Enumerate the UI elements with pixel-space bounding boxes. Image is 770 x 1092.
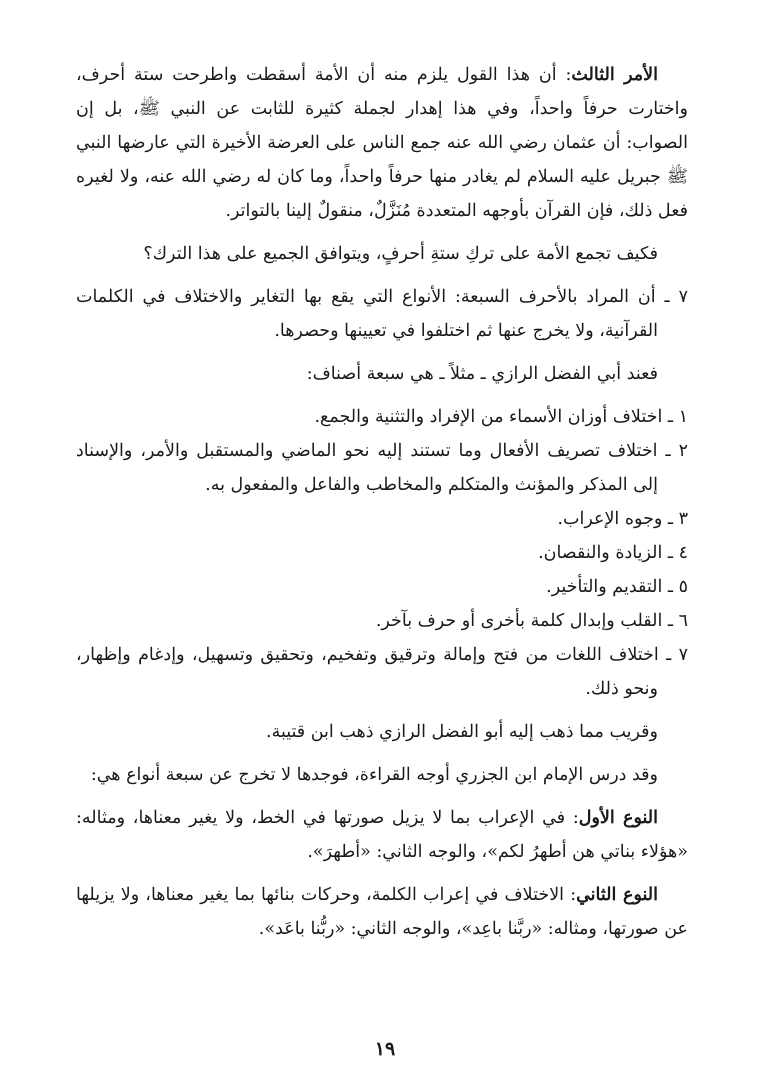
type-item-6: ٦ ـ القلب وإبدال كلمة بأخرى أو حرف بآخر. [375, 611, 688, 631]
paragraph-question: فكيف تجمع الأمة على تركِ ستةِ أحرفٍ، ويتوافق الجميع على هذا الترك؟ [143, 244, 658, 264]
item-seven-meaning: ٧ ـ أن المراد بالأحرف السبعة: الأنواع التي يقع بها التغاير والاختلاف في الكلمات القرآنية، ولا يخرج عنها ثم اختلفوا في تعيينها وحصرها. [76, 287, 688, 341]
page-number: ١٩ [374, 1038, 396, 1060]
paragraph-type-two [76, 878, 688, 946]
type-one-text: : في الإعراب بما لا يزيل صورتها في الخط، ولا يغير معناها، ومثاله: «هؤلاء بناتي هن أطهرُ لكم»، والوجه الثاني: «أطهرَ». [76, 808, 688, 862]
type-item-1: ١ ـ اختلاف أوزان الأسماء من الإفراد والتثنية والجمع. [314, 407, 688, 427]
type-item-3: ٣ ـ وجوه الإعراب. [557, 509, 688, 529]
type-two-text: : الاختلاف في إعراب الكلمة، وحركات بنائها بما يغير معناها، ولا يزيلها عن صورتها، ومثاله: «ربَّنا باعِد»، والوجه الثاني: «ربُّنا باعَد». [76, 885, 688, 939]
paragraph-ibn-jazari: وقد درس الإمام ابن الجزري أوجه القراءة، فوجدها لا تخرج عن سبعة أنواع هي: [90, 765, 658, 785]
type-item-4: ٤ ـ الزيادة والنقصان. [538, 543, 688, 563]
third-matter-label: الأمر الثالث [571, 65, 658, 85]
type-two-label: النوع الثاني [576, 885, 658, 905]
paragraph-ibn-qutaiba: وقريب مما ذهب إليه أبو الفضل الرازي ذهب ابن قتيبة. [266, 722, 658, 742]
type-item-5: ٥ ـ التقديم والتأخير. [546, 577, 688, 597]
paragraph-third-matter [76, 58, 688, 228]
paragraph-type-one [76, 801, 688, 869]
type-item-2: ٢ ـ اختلاف تصريف الأفعال وما تستند إليه نحو الماضي والمستقبل والأمر، والإسناد إلى المذكر والمؤنث والمتكلم والمخاطب والفاعل والمفعول به. [76, 441, 688, 495]
razi-intro: فعند أبي الفضل الرازي ـ مثلاً ـ هي سبعة أصناف: [306, 364, 658, 384]
type-one-label: النوع الأول [578, 808, 658, 828]
third-matter-text: : أن هذا القول يلزم منه أن الأمة أسقطت واطرحت ستة أحرف، واختارت حرفاً واحداً، وفي هذا إهدار لجملة كثيرة للثابت عن النبي ﷺ، بل إن الصواب: أن عثمان رضي الله عنه جمع الناس على العرضة الأخيرة التي عارضها النبي ﷺ جبريل عليه السلام لم يغادر منها حرفاً واحداً، وما كان له رضي الله عنه، ولا لغيره فعل ذلك، فإن القرآن بأوجهه المتعددة مُنَزَّلٌ، منقولٌ إلينا بالتواتر. [76, 65, 688, 221]
type-item-7: ٧ ـ اختلاف اللغات من فتح وإمالة وترقيق وتفخيم، وتحقيق وتسهيل، وإدغام وإظهار، ونحو ذلك. [76, 645, 688, 699]
